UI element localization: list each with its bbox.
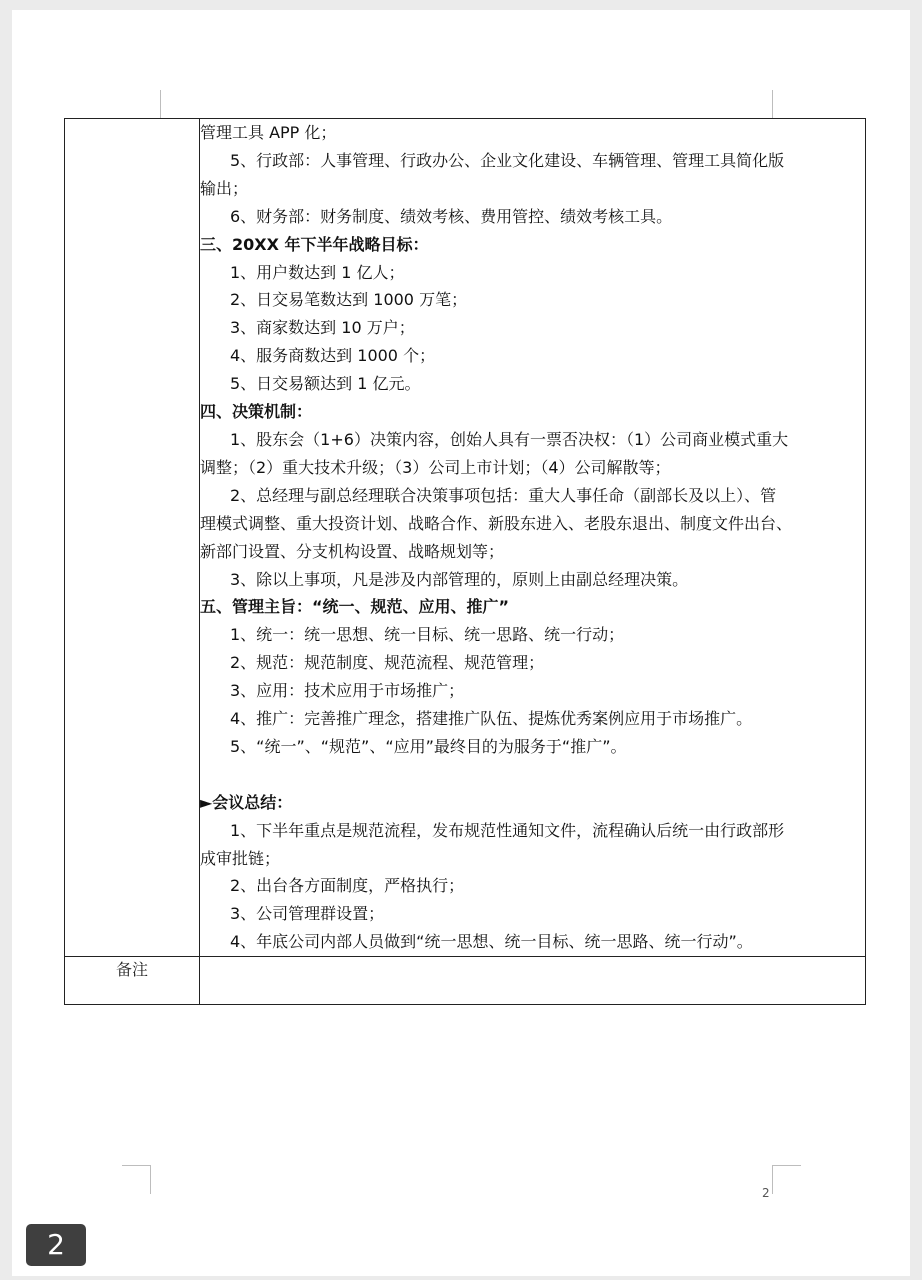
crop-mark-bottom-right (772, 1165, 801, 1194)
content-line: 4、年底公司内部人员做到“统一思想、统一目标、统一思路、统一行动”。 (230, 932, 753, 952)
content-line: 4、推广：完善推广理念，搭建推广队伍、提炼优秀案例应用于市场推广。 (230, 709, 753, 729)
content-line: 新部门设置、分支机构设置、战略规划等； (200, 541, 505, 561)
empty-label-cell (65, 119, 200, 957)
section-heading: 三、20XX 年下半年战略目标： (200, 234, 429, 254)
content-line: 3、公司管理群设置； (230, 904, 385, 924)
section-heading: ►会议总结： (200, 792, 293, 812)
remarks-row (65, 957, 866, 1005)
crop-mark-top-right (772, 90, 801, 119)
remarks-value (200, 957, 866, 1005)
content-line: 1、股东会（1+6）决策内容，创始人具有一票否决权：（1）公司商业模式重大 (230, 429, 789, 449)
page-badge: 2 (26, 1224, 86, 1266)
remarks-label: 备注 (65, 957, 200, 1005)
content-cell (200, 119, 866, 957)
minutes-table (64, 118, 866, 1005)
content-line: 5、行政部：人事管理、行政办公、企业文化建设、车辆管理、管理工具简化版 (230, 150, 785, 170)
content-line: 调整；（2）重大技术升级；（3）公司上市计划；（4）公司解散等； (200, 457, 671, 477)
content-line: 1、下半年重点是规范流程，发布规范性通知文件，流程确认后统一由行政部形 (230, 820, 785, 840)
content-line: 5、日交易额达到 1 亿元。 (230, 374, 421, 394)
crop-mark-bottom-left (122, 1165, 151, 1194)
content-line: 2、总经理与副总经理联合决策事项包括：重大人事任命（副部长及以上）、管 (230, 485, 777, 505)
page-number: 2 (762, 1186, 770, 1200)
content-line: 理模式调整、重大投资计划、战略合作、新股东进入、老股东退出、制度文件出台、 (200, 513, 793, 533)
content-line: 2、规范：规范制度、规范流程、规范管理； (230, 653, 545, 673)
content-line: 1、用户数达到 1 亿人； (230, 262, 405, 282)
blank-line (200, 761, 865, 789)
content-row (65, 119, 866, 957)
content-line: 4、服务商数达到 1000 个； (230, 346, 436, 366)
section-heading: 四、决策机制： (200, 402, 313, 422)
content-line: 1、统一：统一思想、统一目标、统一思路、统一行动； (230, 625, 625, 645)
crop-mark-top-left (132, 90, 161, 119)
content-line: 管理工具 APP 化； (200, 123, 337, 142)
content-line: 2、出台各方面制度，严格执行； (230, 876, 465, 896)
content-line: 2、日交易笔数达到 1000 万笔； (230, 290, 468, 310)
document-page (12, 10, 910, 1276)
content-line: 3、应用：技术应用于市场推广； (230, 681, 465, 701)
content-line: 3、商家数达到 10 万户； (230, 318, 415, 338)
section-heading: 五、管理主旨：“统一、规范、应用、推广” (200, 597, 510, 617)
content-line: 成审批链； (200, 848, 281, 868)
content-line: 输出； (200, 178, 249, 198)
content-line: 6、财务部：财务制度、绩效考核、费用管控、绩效考核工具。 (230, 206, 673, 226)
content-line: 5、“统一”、“规范”、“应用”最终目的为服务于“推广”。 (230, 736, 627, 756)
content-line: 3、除以上事项，凡是涉及内部管理的，原则上由副总经理决策。 (230, 569, 689, 589)
